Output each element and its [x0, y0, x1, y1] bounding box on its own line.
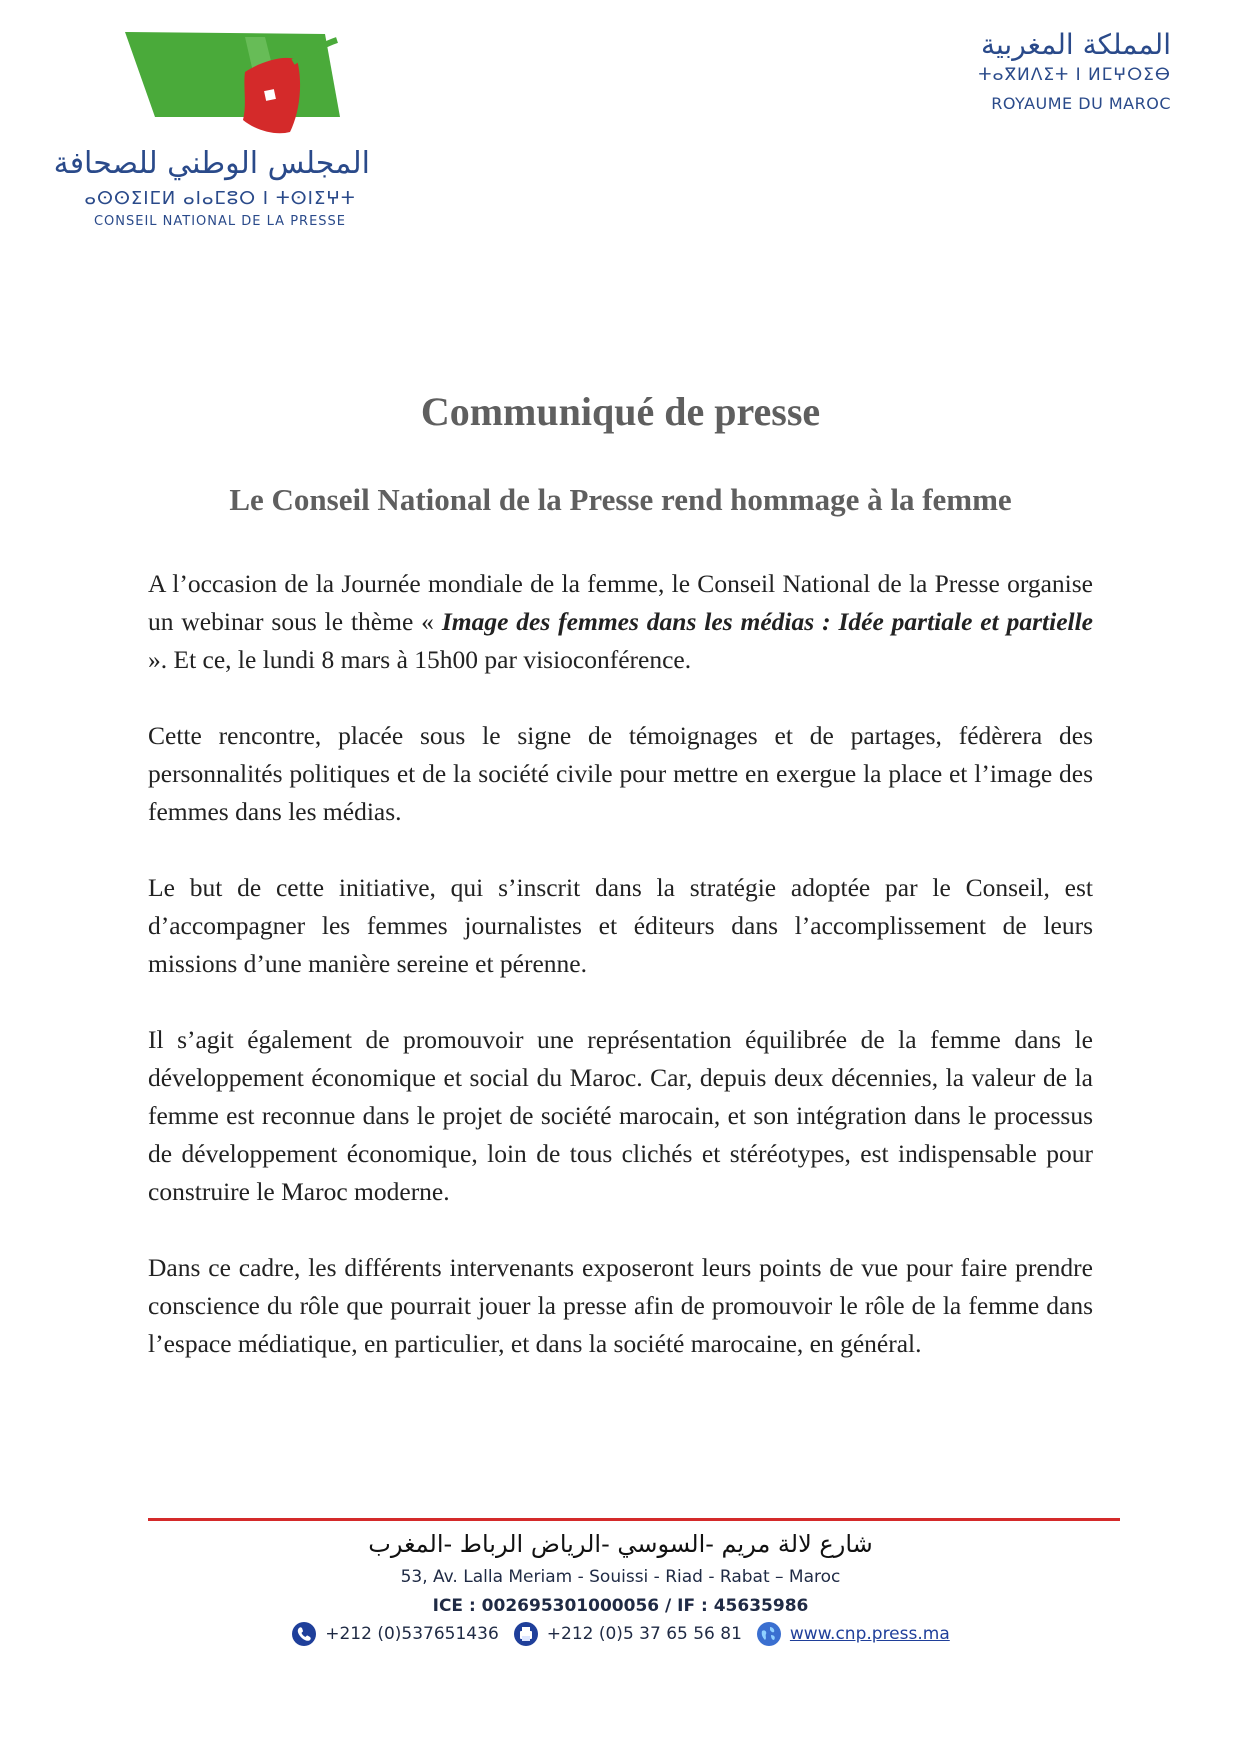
paragraph-5: Dans ce cadre, les différents intervenants exposeront leurs points de vue pour faire prendre conscience du rôle que pourrait jouer la presse afin de promouvoir le rôle de la femme dans l’espace médiatique, en particulier, et dans la société marocaine, en général. [148, 1253, 1093, 1358]
kingdom-latin: ROYAUME DU MAROC [991, 94, 1171, 113]
fax-number: +212 (0)5 37 65 56 81 [546, 1624, 742, 1644]
document-title: Communiqué de presse [420, 388, 821, 434]
kingdom-arabic: المملكة المغربية [980, 28, 1171, 61]
contact-fax [513, 1620, 742, 1648]
footer-arabic-address: شارع لالة مريم -السوسي -الرياض الرباط -المغرب [368, 1530, 873, 1558]
footer-address: 53, Av. Lalla Meriam - Souissi - Riad - Rabat – Maroc [400, 1567, 841, 1587]
footer-contacts [0, 1620, 1241, 1648]
webinar-theme: Image des femmes dans les médias : Idée partiale et partielle [441, 607, 1093, 636]
paragraph-1 [148, 565, 1093, 679]
globe-icon [756, 1621, 782, 1647]
kingdom-tifinagh: ⵜⴰⴳⵍⴷⵉⵜ ⵏ ⵍⵎⵖⵔⵉⴱ [978, 65, 1171, 85]
contact-phone [291, 1620, 499, 1648]
paragraph-3: Le but de cette initiative, qui s’inscrit dans la stratégie adoptée par le Conseil, est d’accompagner les femmes journalistes et éditeurs dans l’accomplissement de leurs missions d’une manière sereine et pérenne. [148, 873, 1093, 978]
paragraph-1-intro: A l’occasion de la Journée mondiale de la femme, le Conseil National de la Presse organise un webinar sous le thème « [148, 569, 1093, 636]
paragraph-1-end: ». Et ce, le lundi 8 mars à 15h00 par visioconférence. [148, 645, 692, 674]
footer-divider [148, 1518, 1120, 1521]
phone-number: +212 (0)537651436 [325, 1624, 499, 1644]
contact-website [756, 1620, 950, 1648]
document-subtitle: Le Conseil National de la Presse rend hommage à la femme [229, 481, 1012, 517]
footer-ice: ICE : 002695301000056 / IF : 45635986 [432, 1596, 809, 1616]
kingdom-header [941, 28, 1171, 120]
cnp-logo-graphic [125, 32, 340, 142]
cnp-logo [53, 28, 370, 238]
phone-icon [291, 1621, 317, 1647]
logo-latin-name: CONSEIL NATIONAL DE LA PRESSE [93, 214, 347, 229]
paragraph-4: Il s’agit également de promouvoir une représentation équilibrée de la femme dans le développement économique et social du Maroc. Car, depuis deux décennies, la valeur de la femme est reconnue dans le projet de société marocain, et son intégration dans le processus de développement économique, loin de tous clichés et stéréotypes, est indispensable pour construire le Maroc moderne. [148, 1025, 1093, 1206]
website-link[interactable]: www.cnp.press.ma [789, 1624, 950, 1644]
document-body [148, 565, 1093, 1401]
fax-icon [513, 1621, 539, 1647]
logo-tifinagh-name: ⴰⵙⵙⵉⵏⵎⵍ ⴰⵏⴰⵎⵓⵔ ⵏ ⵜⵙⵏⵉⵖⵜ [84, 188, 356, 209]
logo-arabic-name: المجلس الوطني للصحافة [53, 146, 370, 181]
paragraph-2: Cette rencontre, placée sous le signe de témoignages et de partages, fédèrera des personnalités politiques et de la société civile pour mettre en exergue la place et l’image des femmes dans les médias. [148, 721, 1093, 826]
